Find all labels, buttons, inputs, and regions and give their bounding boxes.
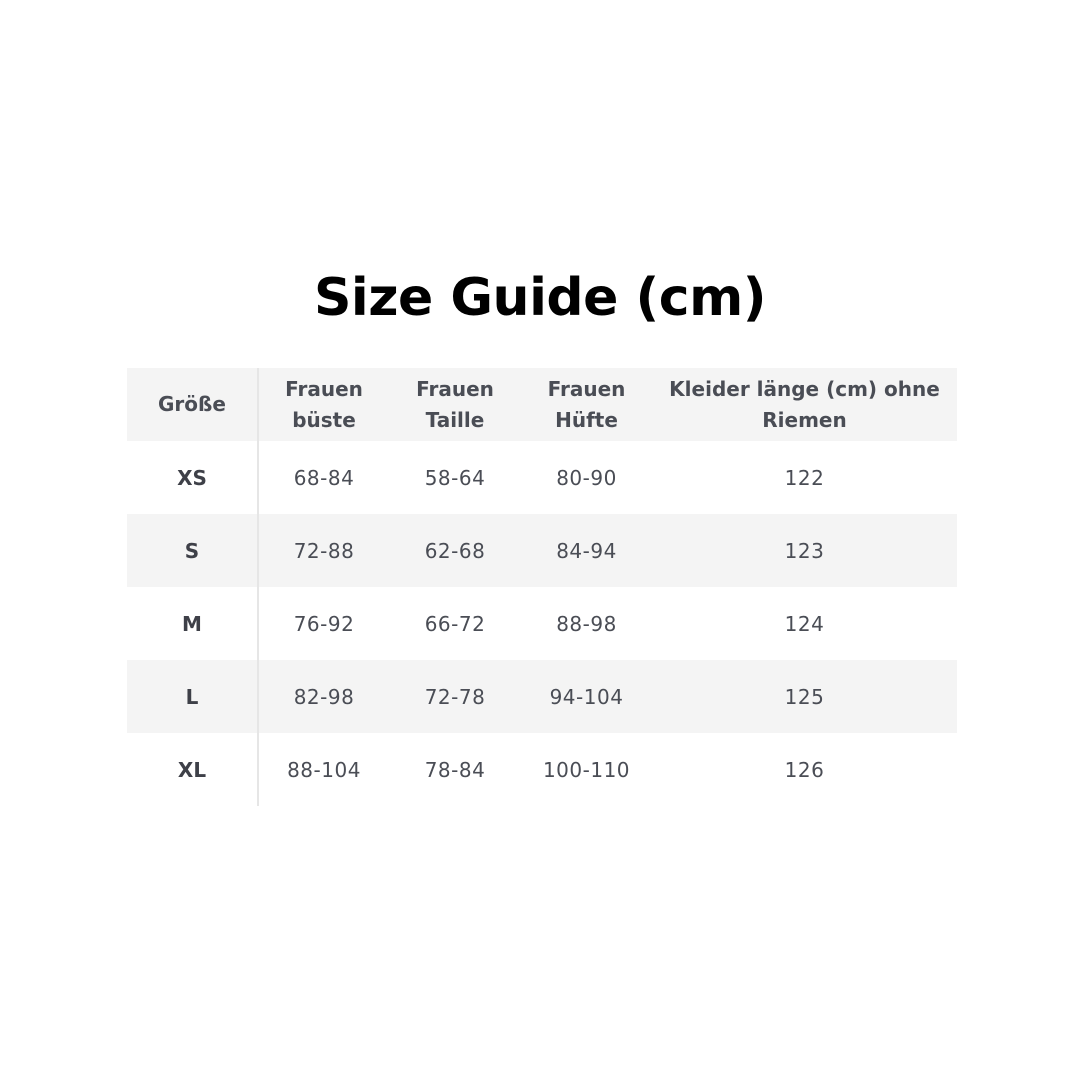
- bust-cell: 68-84: [293, 465, 355, 490]
- header-waist-line1: Frauen: [416, 376, 494, 401]
- bust-cell: 76-92: [293, 611, 355, 636]
- table-row: [127, 660, 957, 733]
- length-cell: 123: [652, 514, 957, 587]
- header-waist: [389, 368, 521, 441]
- page-title: Size Guide (cm): [313, 268, 767, 328]
- header-size-label: Größe: [158, 392, 226, 416]
- size-cell: S: [127, 514, 258, 587]
- size-cell: XS: [127, 441, 258, 514]
- header-hip-line1: Frauen: [547, 376, 626, 401]
- waist-cell: 66-72: [424, 611, 486, 636]
- hip-cell: 84-94: [521, 514, 652, 587]
- header-hip: [521, 368, 652, 441]
- bust-cell: 72-88: [258, 514, 389, 587]
- header-waist-line2: Taille: [425, 407, 485, 432]
- size-cell: L: [127, 660, 258, 733]
- size-guide-table: [127, 368, 958, 806]
- table-row: [127, 587, 957, 660]
- waist-cell: 58-64: [424, 465, 486, 490]
- hip-cell: 88-98: [556, 611, 617, 636]
- size-cell: XL: [127, 733, 258, 806]
- bust-cell: 88-104: [287, 757, 361, 782]
- header-dress-length-line2: Riemen: [762, 407, 847, 432]
- header-size: [127, 368, 258, 441]
- length-cell: 125: [652, 660, 957, 733]
- table-row: [127, 733, 957, 806]
- size-cell: M: [127, 587, 258, 660]
- table-header-row: [127, 368, 957, 441]
- table-row: [127, 514, 957, 587]
- header-dress-length: [652, 368, 957, 441]
- header-bust-line1: Frauen: [285, 376, 363, 401]
- length-cell: 126: [784, 757, 825, 782]
- waist-cell: 62-68: [389, 514, 521, 587]
- header-bust: [258, 368, 389, 441]
- waist-cell: 72-78: [389, 660, 521, 733]
- header-bust-line2: büste: [292, 407, 356, 432]
- hip-cell: 94-104: [521, 660, 652, 733]
- header-hip-line2: Hüfte: [555, 407, 618, 432]
- hip-cell: 100-110: [542, 757, 631, 782]
- waist-cell: 78-84: [424, 757, 486, 782]
- length-cell: 124: [784, 611, 825, 636]
- hip-cell: 80-90: [556, 465, 617, 490]
- table-row: [127, 441, 957, 514]
- bust-cell: 82-98: [258, 660, 389, 733]
- header-dress-length-line1: Kleider länge (cm) ohne: [669, 376, 940, 401]
- length-cell: 122: [784, 465, 825, 490]
